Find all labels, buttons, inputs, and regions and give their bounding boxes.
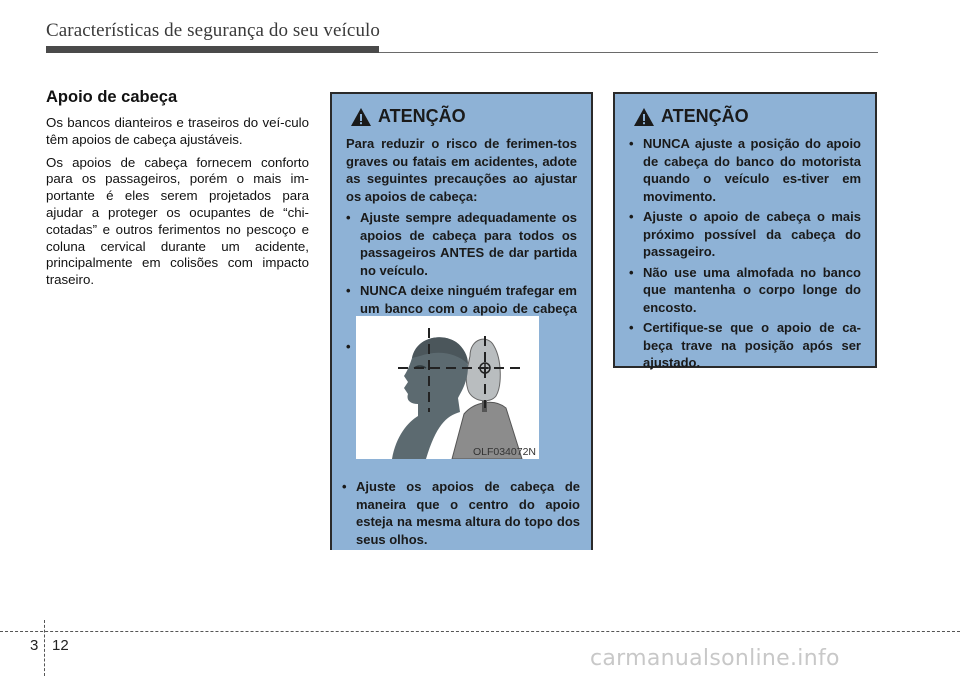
list-item [629, 264, 861, 317]
warning-1-last-bullet [342, 478, 580, 551]
headrest-illustration [356, 316, 539, 459]
warning-2-list [629, 135, 861, 372]
list-item [629, 319, 861, 372]
figure-caption: OLF034072N [472, 446, 536, 458]
list-item [629, 135, 861, 205]
bullet-dot: • [346, 210, 351, 225]
warning-title-1 [350, 106, 577, 127]
list-item-text: NUNCA ajuste a posição do apoio de cabeça do banco do motorista quando o veículo es-tiver em movimento. [643, 136, 861, 204]
page-number-value: 12 [52, 637, 69, 654]
list-item-text: Ajuste sempre adequadamente os apoios de cabeça para todos os passageiros ANTES de dar partida no veículo. [360, 210, 577, 278]
footer-dashed-rule [0, 631, 960, 632]
bullet-dot: • [629, 320, 634, 335]
left-column [46, 88, 309, 295]
section-number: 3 [30, 637, 39, 654]
bullet-dot: • [346, 338, 351, 354]
section-heading: Apoio de cabeça [46, 88, 178, 106]
warning-triangle-icon [633, 107, 655, 127]
list-item-text: Não use uma almofada no banco que mantenha o corpo longe do encosto. [643, 264, 861, 315]
list-item-text: Certifique-se que o apoio de ca-beça trave na posição após ser ajustado. [643, 320, 861, 370]
list-item [346, 209, 577, 279]
header-bar [46, 46, 379, 53]
bullet-dot: • [342, 479, 347, 494]
paragraph-1: Os bancos dianteiros e traseiros do veí-culo têm apoios de cabeça ajustáveis. [46, 115, 309, 147]
list-item [629, 208, 861, 261]
warning-intro: Para reduzir o risco de ferimen-tos graves ou fatais em acidentes, adote as seguintes precauções ao ajustar os apoios de cabeça: [346, 136, 577, 204]
list-item-text: NUNCA deixe ninguém trafegar em um banco com o apoio de cabeça [360, 283, 577, 316]
headrest-figure [356, 316, 539, 459]
list-item-text: Ajuste os apoios de cabeça de maneira que o centro do apoio esteja na mesma altura do topo dos seus olhos. [356, 479, 580, 547]
warning-title-text: ATENÇÃO [378, 106, 466, 126]
bullet-dot: • [346, 283, 351, 298]
header-rule [379, 52, 878, 53]
list-item-text: Ajuste o apoio de cabeça o mais próximo possível da cabeça do passageiro. [643, 209, 861, 259]
bullet-dot: • [629, 264, 634, 280]
footer-dashed-divider [44, 620, 45, 676]
bullet-dot: • [629, 209, 634, 224]
paragraph-2: Os apoios de cabeça fornecem conforto para os passageiros, porém o mais im-portante é eles serem projetados para ajudar a proteger os ocupantes de “chi-cotadas” e outros ferimentos no pescoço e coluna cervical durante um acidente, principalmente em colisões com impacto traseiro. [46, 154, 309, 288]
list-item [342, 478, 580, 548]
warning-title-2 [633, 106, 861, 127]
bullet-dot: • [629, 136, 634, 151]
warning-title-text: ATENÇÃO [661, 106, 749, 126]
warning-triangle-icon [350, 107, 372, 127]
header-title: Características de segurança do seu veículo [46, 20, 381, 41]
warning-box-2 [613, 92, 877, 368]
watermark: carmanualsonline.info [590, 646, 840, 671]
